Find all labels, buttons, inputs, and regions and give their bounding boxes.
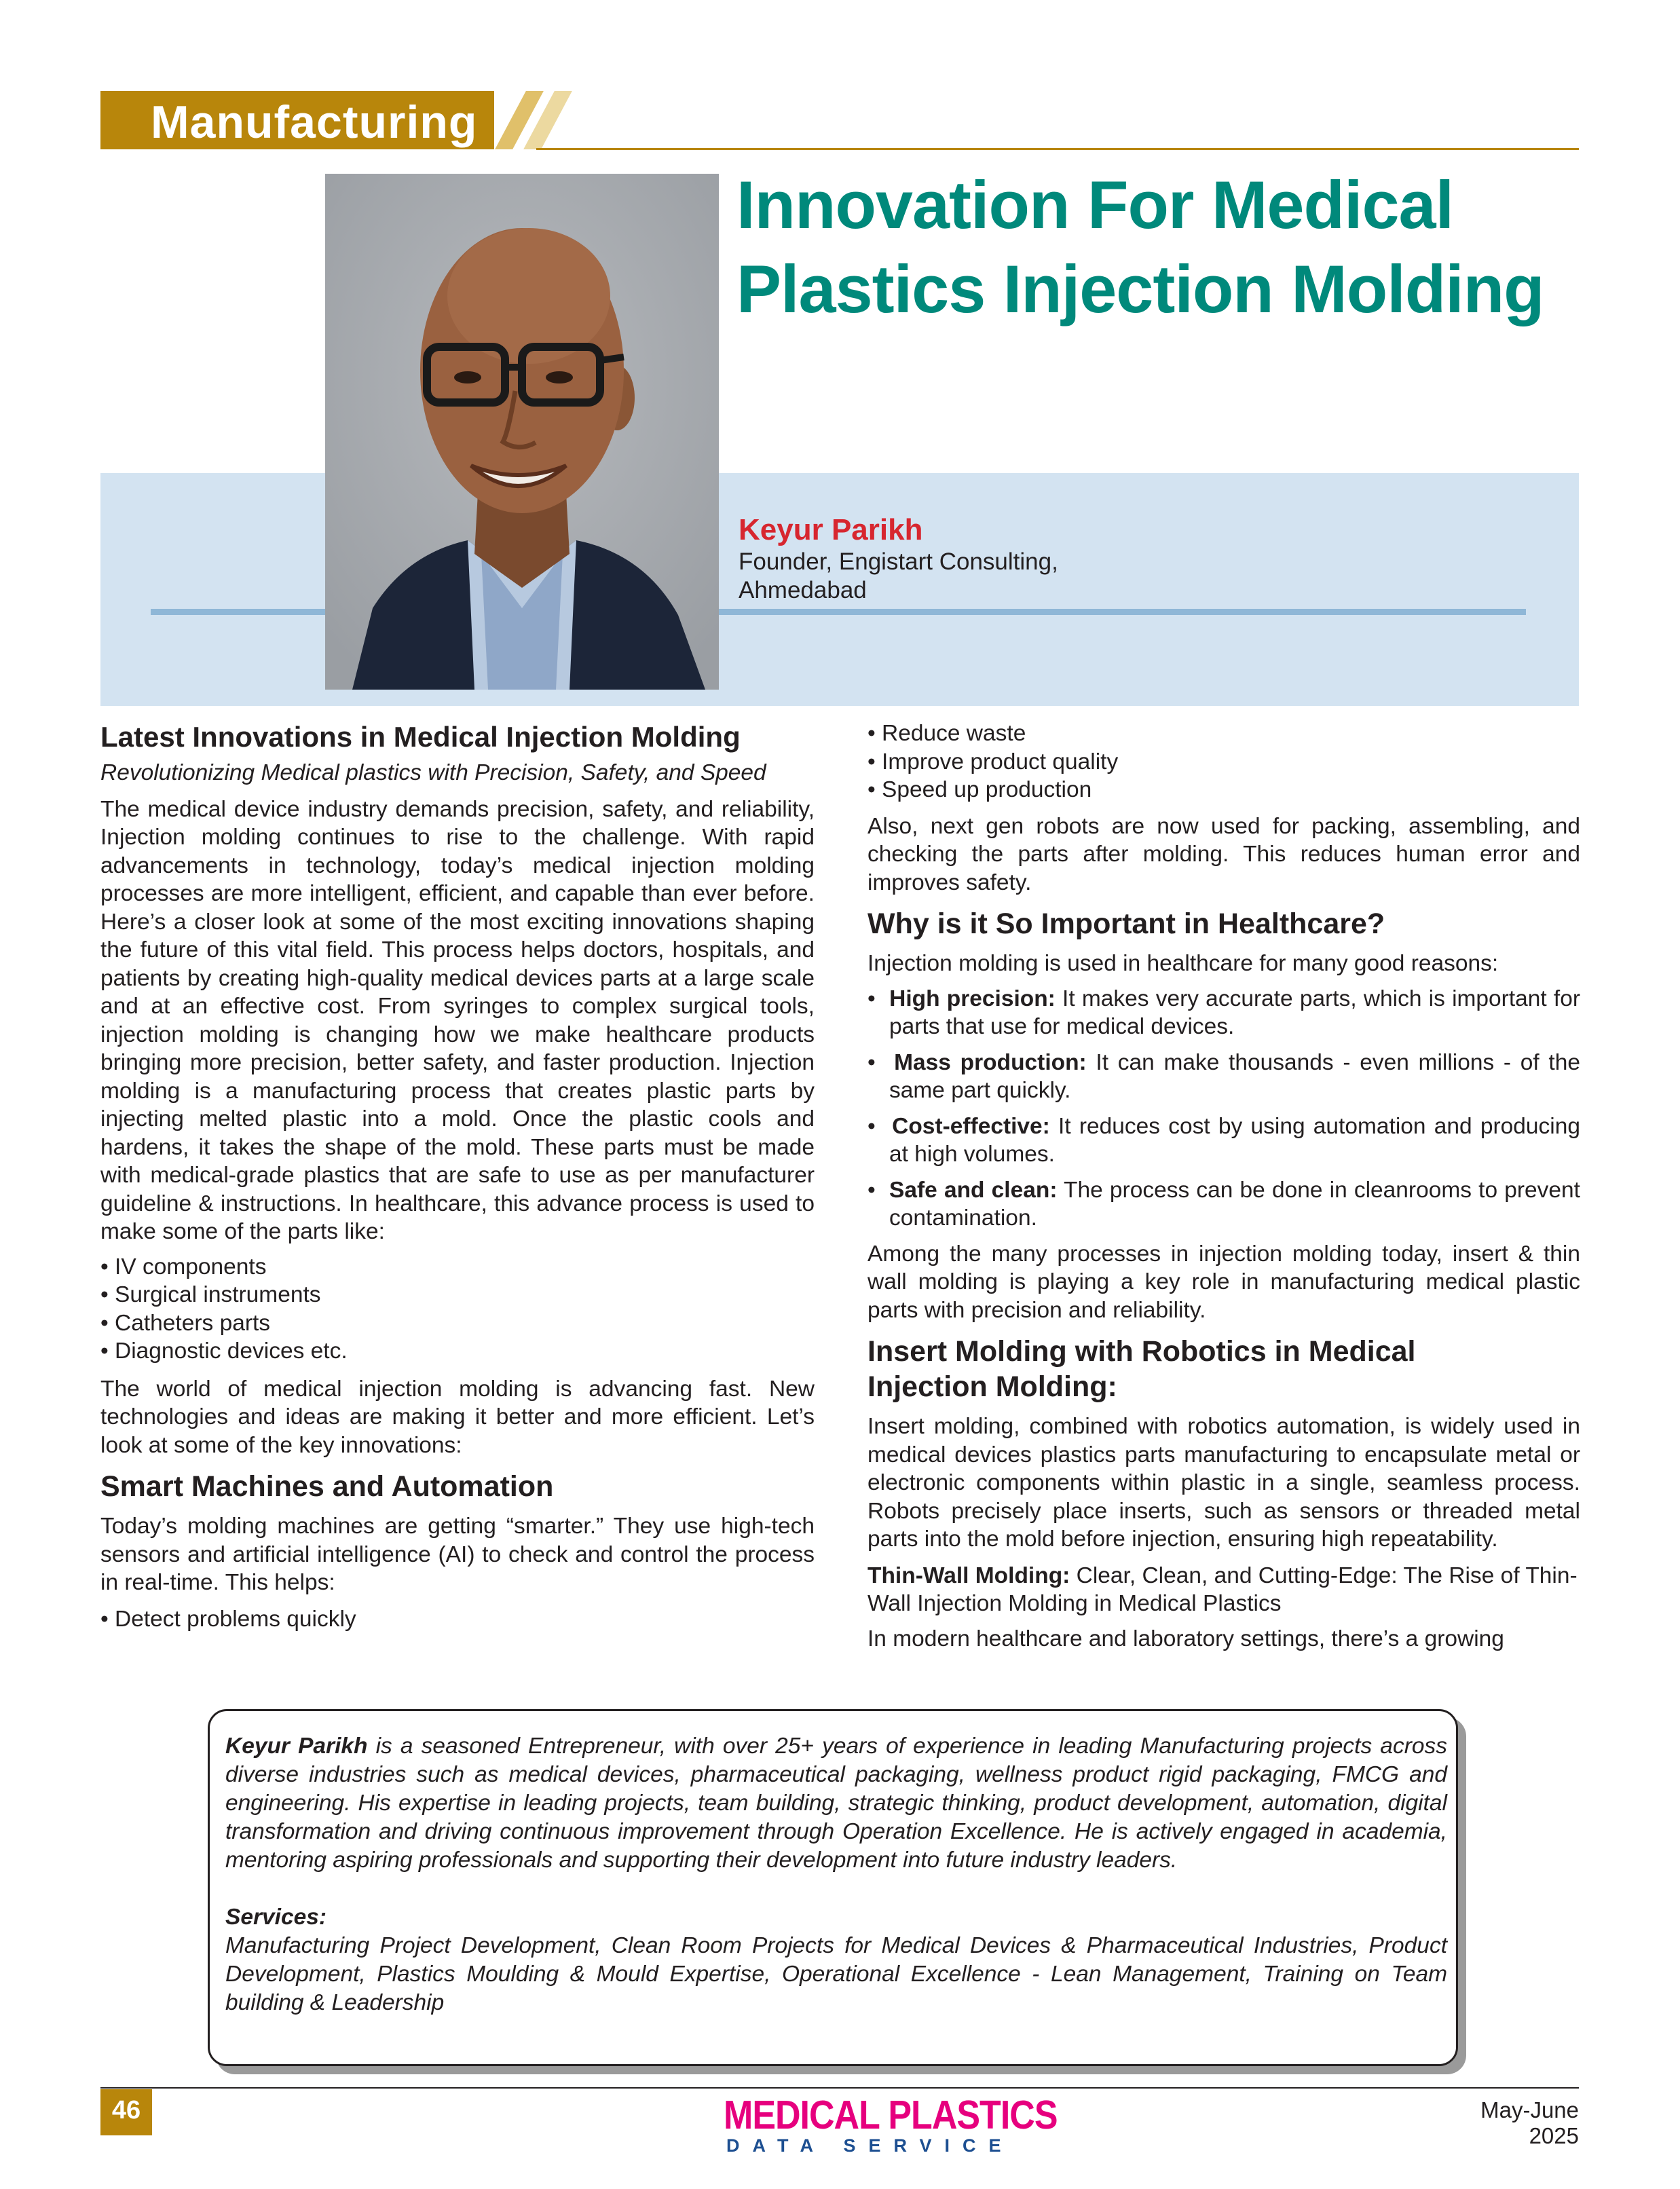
bio-name: Keyur Parikh xyxy=(225,1734,368,1759)
header-rule xyxy=(536,148,1579,150)
services-text: Manufacturing Project Development, Clean Room Projects for Medical Devices & Pharmaceutical Industries, Product Development, Plastics Moulding & Mould Expertise, Operational Excellence - Lean Management, Training on Team building & Leadership xyxy=(225,1933,1447,2015)
thin-wall-paragraph xyxy=(867,1562,1580,1618)
heading-line: Insert Molding with Robotics in Medical xyxy=(867,1335,1416,1368)
list-item-text: It makes very accurate parts, which is important for parts that use for medical devices. xyxy=(889,986,1580,1039)
list-item-text: The process can be done in cleanrooms to prevent contamination. xyxy=(889,1177,1580,1231)
bio-paragraph xyxy=(225,1732,1447,1875)
bullet: • xyxy=(867,1113,876,1139)
article-title-line: Innovation For Medical xyxy=(736,167,1454,242)
author-name: Keyur Parikh xyxy=(739,513,923,546)
services-label-text: Services: xyxy=(225,1905,326,1930)
parts-list xyxy=(100,1253,815,1366)
page-number: 46 xyxy=(111,2096,141,2125)
among-paragraph: Among the many processes in injection molding today, insert & thin wall molding is playing a key role in manufacturing medical plastic parts with precision and reliability. xyxy=(867,1241,1580,1323)
list-item: • Reduce waste xyxy=(867,721,1026,746)
robots-paragraph: Also, next gen robots are now used for packing, assembling, and checking the parts after molding. This reduces human error and improves safety. xyxy=(867,813,1580,895)
list-item: • Improve product quality xyxy=(867,749,1119,774)
list-item: • Diagnostic devices etc. xyxy=(100,1339,348,1364)
list-item-term: Safe and clean: xyxy=(889,1177,1058,1203)
publication-logo-sub: DATA SERVICE xyxy=(726,2135,1014,2156)
list-item: • Detect problems quickly xyxy=(100,1606,356,1632)
heading-line: Injection Molding: xyxy=(867,1370,1117,1403)
publication-logo: MEDICAL PLASTICS xyxy=(724,2093,1058,2138)
smart-paragraph: Today’s molding machines are getting “smarter.” They use high-tech sensors and artificial intelligence (AI) to check and control the process in real-time. This helps: xyxy=(100,1514,815,1595)
issue-date: May-June 2025 xyxy=(1480,2097,1579,2148)
author-photo xyxy=(325,174,719,690)
intro-paragraph: The medical device industry demands precision, safety, and reliability, Injection molding continues to rise to the challenge. With rapid advancements in technology, today’s medical injection molding processes are more intelligent, efficient, and capable than ever before. Here’s a closer look at some of the most exciting innovations shaping the future of this vital field. This process helps doctors, hospitals, and patients by creating high-quality medical devices parts at a large scale and at an effective cost. From syringes to complex surgical tools, injection molding is changing how we make healthcare products bringing more precision, better safety, and faster production. Injection molding is a manufacturing process that creates plastic parts by injecting melted plastic into a mold. Once the plastic cools and hardens, it takes the shape of the mold. These parts must be made with medical-grade plastics that are safe to use as per manufacturer guideline & instructions. In healthcare, this advance process is used to make some of the parts like: xyxy=(100,796,815,1244)
section-heading xyxy=(867,1334,1580,1404)
list-item xyxy=(867,1112,1580,1169)
list-item-text: It reduces cost by using automation and producing at high volumes. xyxy=(889,1113,1580,1167)
insert-paragraph: Insert molding, combined with robotics automation, is widely used in medical devices plastics parts manufacturing to encapsulate metal or electronic components within plastic in a single, seamless process. Robots precisely place inserts, such as sensors or threaded metal parts into the mold before injection, ensuring high repeatability. xyxy=(867,1414,1580,1552)
left-column xyxy=(100,719,815,1633)
author-portrait-illustration xyxy=(325,174,719,690)
thin-wall-text: Clear, Clean, and Cutting-Edge: The Rise of Thin-Wall Injection Molding in Medical Plastics xyxy=(867,1563,1578,1616)
bullet: • xyxy=(867,986,876,1011)
section-label: Manufacturing xyxy=(151,96,478,148)
section-heading: Latest Innovations in Medical Injection Molding xyxy=(100,721,741,753)
thin-wall-term: Thin-Wall Molding: xyxy=(867,1563,1070,1588)
article-title-line: Plastics Injection Molding xyxy=(736,251,1544,326)
list-item: • Catheters parts xyxy=(100,1310,271,1336)
article-title xyxy=(736,163,1578,331)
innovations-paragraph: The world of medical injection molding is advancing fast. New technologies and ideas are making it better and more efficient. Let’s look at some of the key innovations: xyxy=(100,1376,815,1458)
list-item xyxy=(867,985,1580,1041)
services-label xyxy=(225,1903,1447,1932)
smart-list xyxy=(867,719,1580,804)
section-subheading: Revolutionizing Medical plastics with Precision, Safety, and Speed xyxy=(100,760,766,785)
list-item: • IV components xyxy=(100,1254,267,1279)
list-item: • Speed up production xyxy=(867,777,1092,802)
reasons-list xyxy=(867,985,1580,1233)
section-heading: Smart Machines and Automation xyxy=(100,1470,554,1503)
list-item-term: Cost-effective: xyxy=(892,1113,1050,1139)
list-item xyxy=(867,1049,1580,1105)
author-role: Founder, Engistart Consulting, xyxy=(739,548,1058,575)
list-item xyxy=(867,1176,1580,1233)
section-heading: Why is it So Important in Healthcare? xyxy=(867,908,1385,940)
list-item-term: High precision: xyxy=(889,986,1056,1011)
why-intro: Injection molding is used in healthcare for many good reasons: xyxy=(867,951,1499,976)
bio-content xyxy=(225,1732,1447,2017)
right-column xyxy=(867,719,1580,1653)
footer-rule xyxy=(100,2087,1579,2089)
bio-text: is a seasoned Entrepreneur, with over 25+ years of experience in leading Manufacturing projects across diverse industries such as medical devices, pharmaceutical packaging, wellness product rigid packaging, FMCG and engineering. His expertise in leading projects, team building, strategic thinking, product development, automation, digital transformation and driving continuous improvement through Operation Excellence. He is actively engaged in academia, mentoring aspiring professionals and supporting their development into future industry leaders. xyxy=(225,1734,1447,1873)
bullet: • xyxy=(867,1177,876,1203)
list-item-text: It can make thousands - even millions - of the same part quickly. xyxy=(889,1049,1580,1103)
bullet: • xyxy=(867,1049,876,1075)
author-location: Ahmedabad xyxy=(739,577,867,603)
modern-paragraph: In modern healthcare and laboratory settings, there’s a growing xyxy=(867,1626,1504,1651)
list-item: • Surgical instruments xyxy=(100,1282,321,1307)
list-item-term: Mass production: xyxy=(894,1049,1087,1075)
